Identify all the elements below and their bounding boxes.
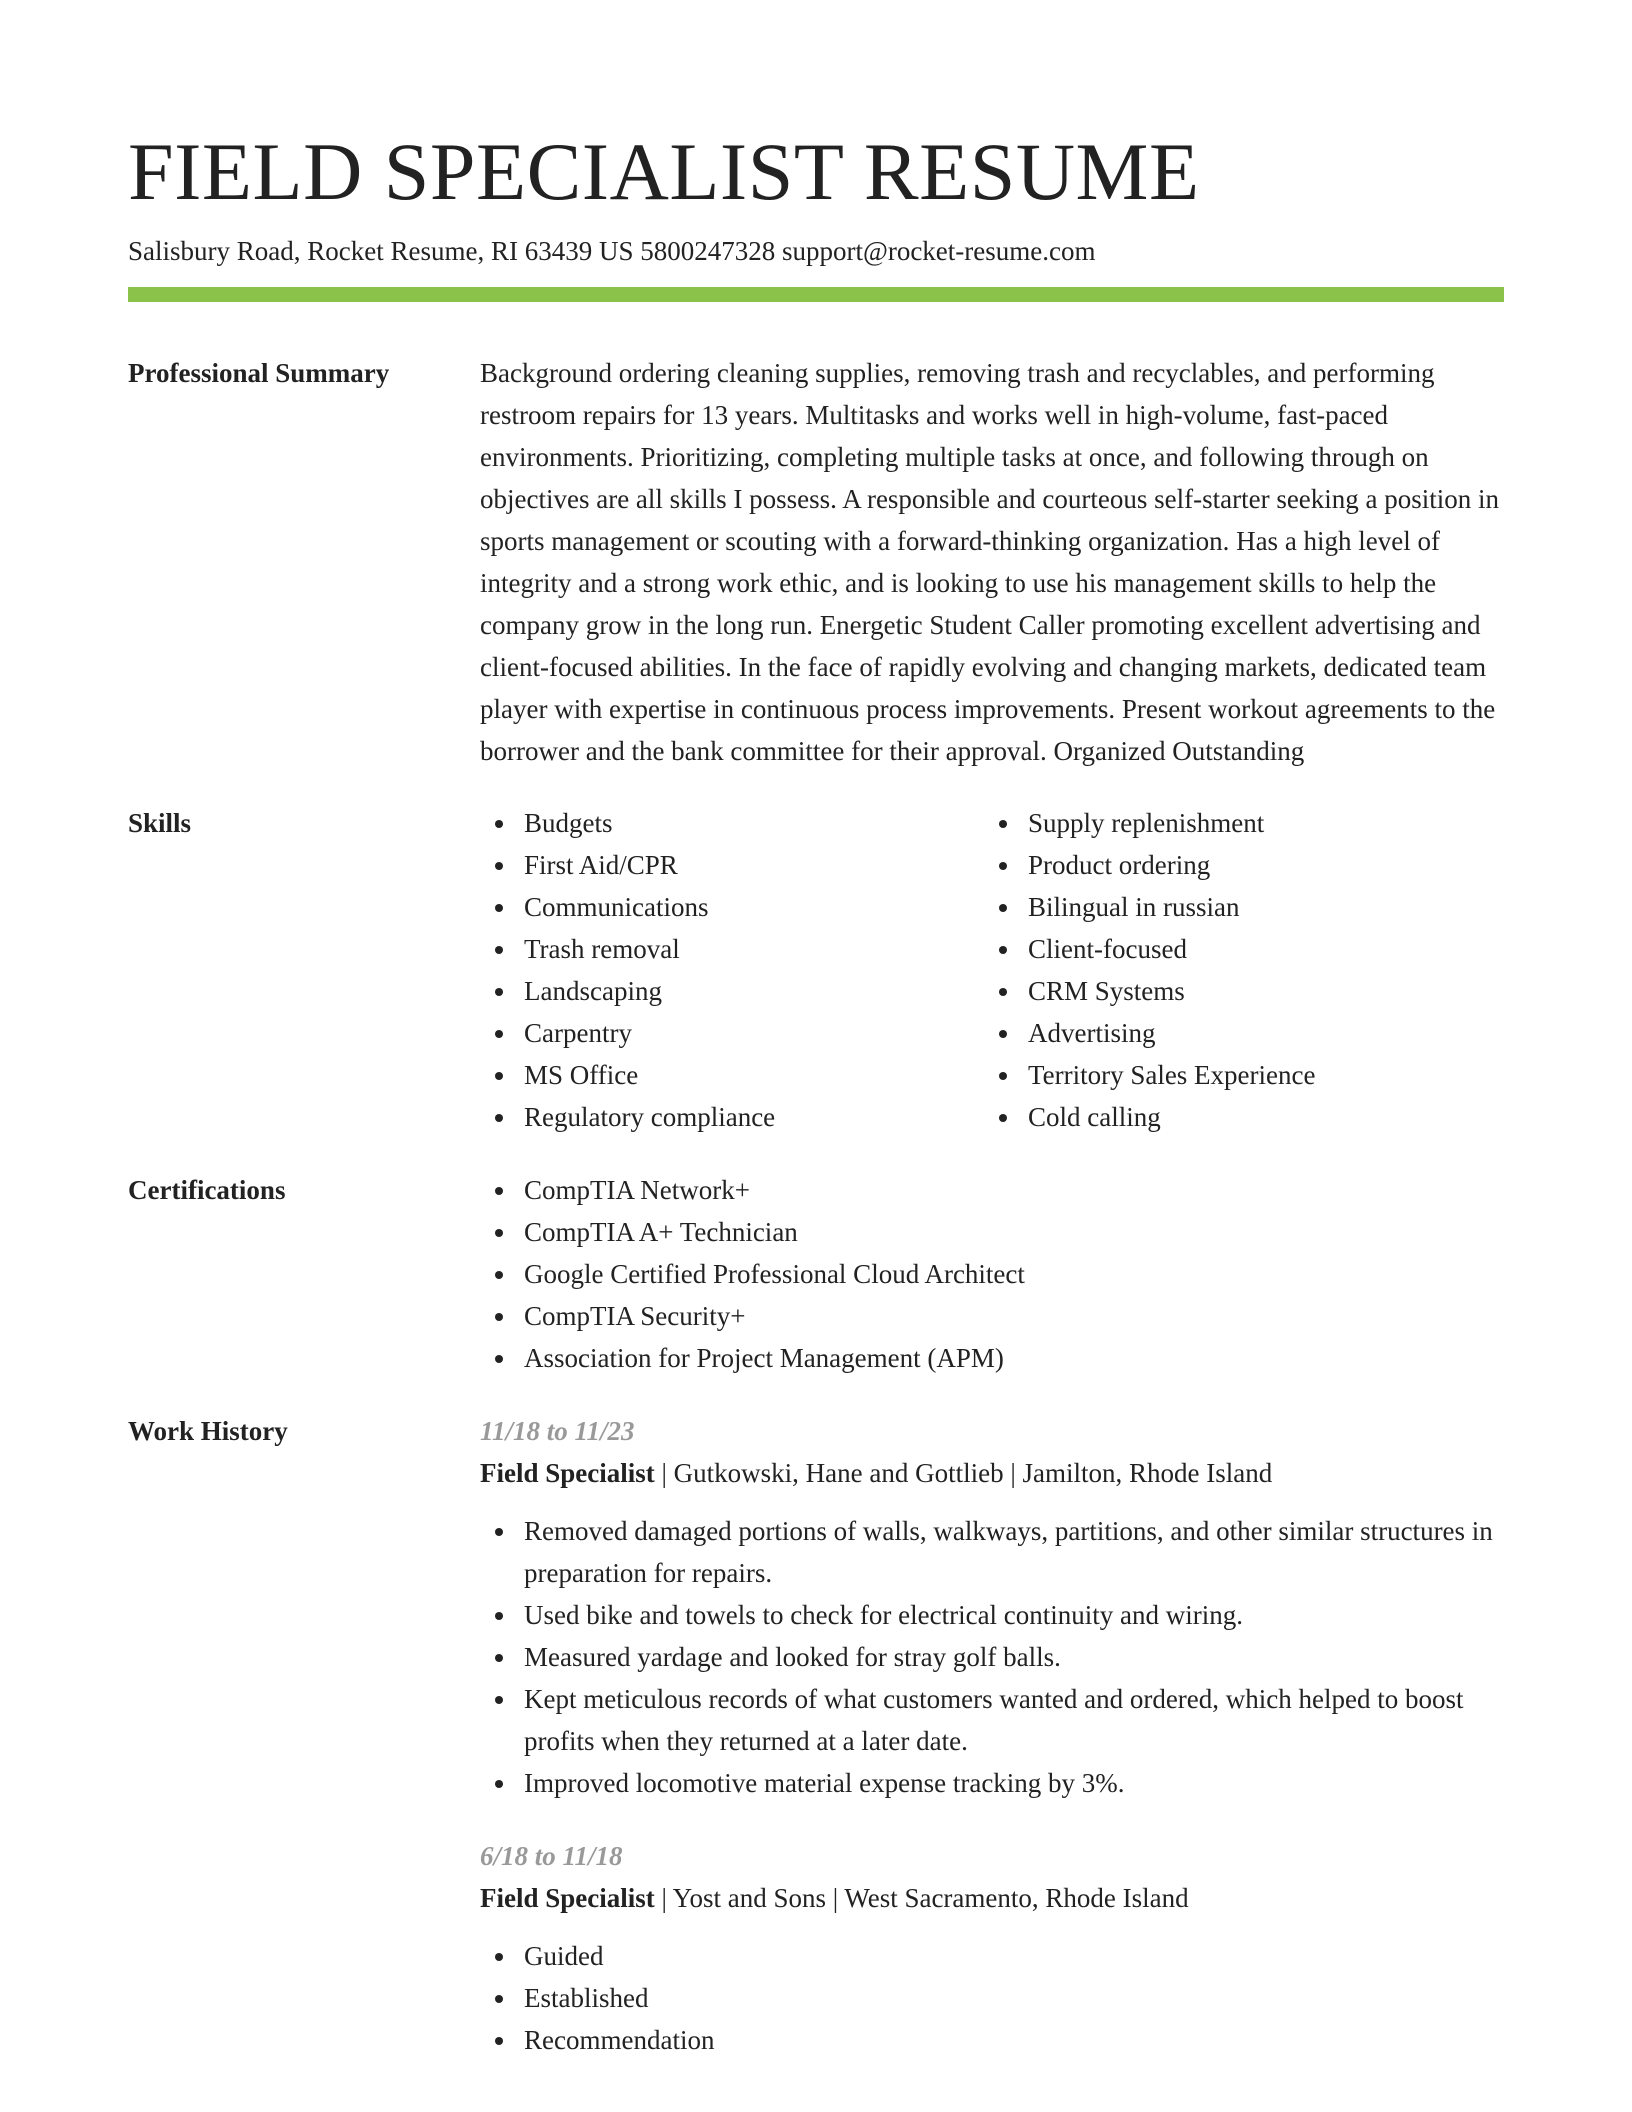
certifications-list xyxy=(480,1169,1504,1379)
job-dates: 6/18 to 11/18 xyxy=(480,1841,623,1871)
skill-item: Product ordering xyxy=(984,844,1488,886)
professional-summary-text: Background ordering cleaning supplies, removing trash and recyclables, and performing restroom repairs for 13 years. Multitasks and works well in high-volume, fast-paced environments. Prioritizing, completing multiple tasks at once, and following through on objectives are all skills I possess. A responsible and courteous self-starter seeking a position in sports management or scouting with a forward-thinking organization. Has a high level of integrity and a strong work ethic, and is looking to use his management skills to help the company grow in the long run. Energetic Student Caller promoting excellent advertising and client-focused abilities. In the face of rapidly evolving and changing markets, dedicated team player with expertise in continuous process improvements. Present workout agreements to the borrower and the bank committee for their approval. Organized Outstanding xyxy=(480,358,1500,766)
professional-summary-section xyxy=(128,352,1504,772)
skill-item: Trash removal xyxy=(480,928,984,970)
job-duties-list xyxy=(480,1510,1504,1804)
section-label-professional-summary: Professional Summary xyxy=(128,358,390,388)
job-duties-list xyxy=(480,1935,1504,2061)
job-title: Field Specialist xyxy=(480,1883,655,1913)
skills-column-right xyxy=(984,802,1488,1138)
skill-item: Cold calling xyxy=(984,1096,1488,1138)
certification-item: CompTIA A+ Technician xyxy=(480,1211,1504,1253)
job-dates: 11/18 to 11/23 xyxy=(480,1416,635,1446)
resume-page xyxy=(128,0,1504,2061)
job-title: Field Specialist xyxy=(480,1458,655,1488)
job-duty-item: Established xyxy=(480,1977,1504,2019)
job-duty-item: Kept meticulous records of what customers wanted and ordered, which helped to boost profits when they returned at a later date. xyxy=(480,1678,1504,1762)
skills-list-left xyxy=(480,802,984,1138)
job-entry xyxy=(480,1835,1504,2061)
skill-item: Communications xyxy=(480,886,984,928)
certification-item: CompTIA Network+ xyxy=(480,1169,1504,1211)
skill-item: Supply replenishment xyxy=(984,802,1488,844)
job-duty-item: Measured yardage and looked for stray golf balls. xyxy=(480,1636,1504,1678)
skill-item: Landscaping xyxy=(480,970,984,1012)
header-divider xyxy=(128,287,1504,302)
skill-item: MS Office xyxy=(480,1054,984,1096)
resume-title: FIELD SPECIALIST RESUME xyxy=(128,126,1200,217)
skill-item: Carpentry xyxy=(480,1012,984,1054)
job-duty-item: Guided xyxy=(480,1935,1504,1977)
skill-item: CRM Systems xyxy=(984,970,1488,1012)
job-details: | Gutkowski, Hane and Gottlieb | Jamilton, Rhode Island xyxy=(654,1458,1273,1488)
certifications-section xyxy=(128,1169,1504,1379)
certification-item: Association for Project Management (APM) xyxy=(480,1337,1504,1379)
job-entry xyxy=(480,1410,1504,1804)
skills-section xyxy=(128,802,1504,1138)
job-duty-item: Recommendation xyxy=(480,2019,1504,2061)
skill-item: Territory Sales Experience xyxy=(984,1054,1488,1096)
skill-item: Budgets xyxy=(480,802,984,844)
skill-item: Regulatory compliance xyxy=(480,1096,984,1138)
job-duty-item: Improved locomotive material expense tracking by 3%. xyxy=(480,1762,1504,1804)
skill-item: Bilingual in russian xyxy=(984,886,1488,928)
job-duty-item: Used bike and towels to check for electrical continuity and wiring. xyxy=(480,1594,1504,1636)
contact-line: Salisbury Road, Rocket Resume, RI 63439 US 5800247328 support@rocket-resume.com xyxy=(128,236,1096,266)
work-history-section xyxy=(128,1410,1504,2061)
job-details: | Yost and Sons | West Sacramento, Rhode Island xyxy=(654,1883,1189,1913)
certification-item: Google Certified Professional Cloud Architect xyxy=(480,1253,1504,1295)
job-heading xyxy=(480,1452,1504,1494)
section-label-certifications: Certifications xyxy=(128,1175,286,1205)
skills-list-right xyxy=(984,802,1488,1138)
job-heading xyxy=(480,1877,1504,1919)
skill-item: Client-focused xyxy=(984,928,1488,970)
skills-column-left xyxy=(480,802,984,1138)
section-label-work-history: Work History xyxy=(128,1416,288,1446)
section-label-skills: Skills xyxy=(128,808,192,838)
skill-item: First Aid/CPR xyxy=(480,844,984,886)
certification-item: CompTIA Security+ xyxy=(480,1295,1504,1337)
skill-item: Advertising xyxy=(984,1012,1488,1054)
job-duty-item: Removed damaged portions of walls, walkways, partitions, and other similar structures in preparation for repairs. xyxy=(480,1510,1504,1594)
